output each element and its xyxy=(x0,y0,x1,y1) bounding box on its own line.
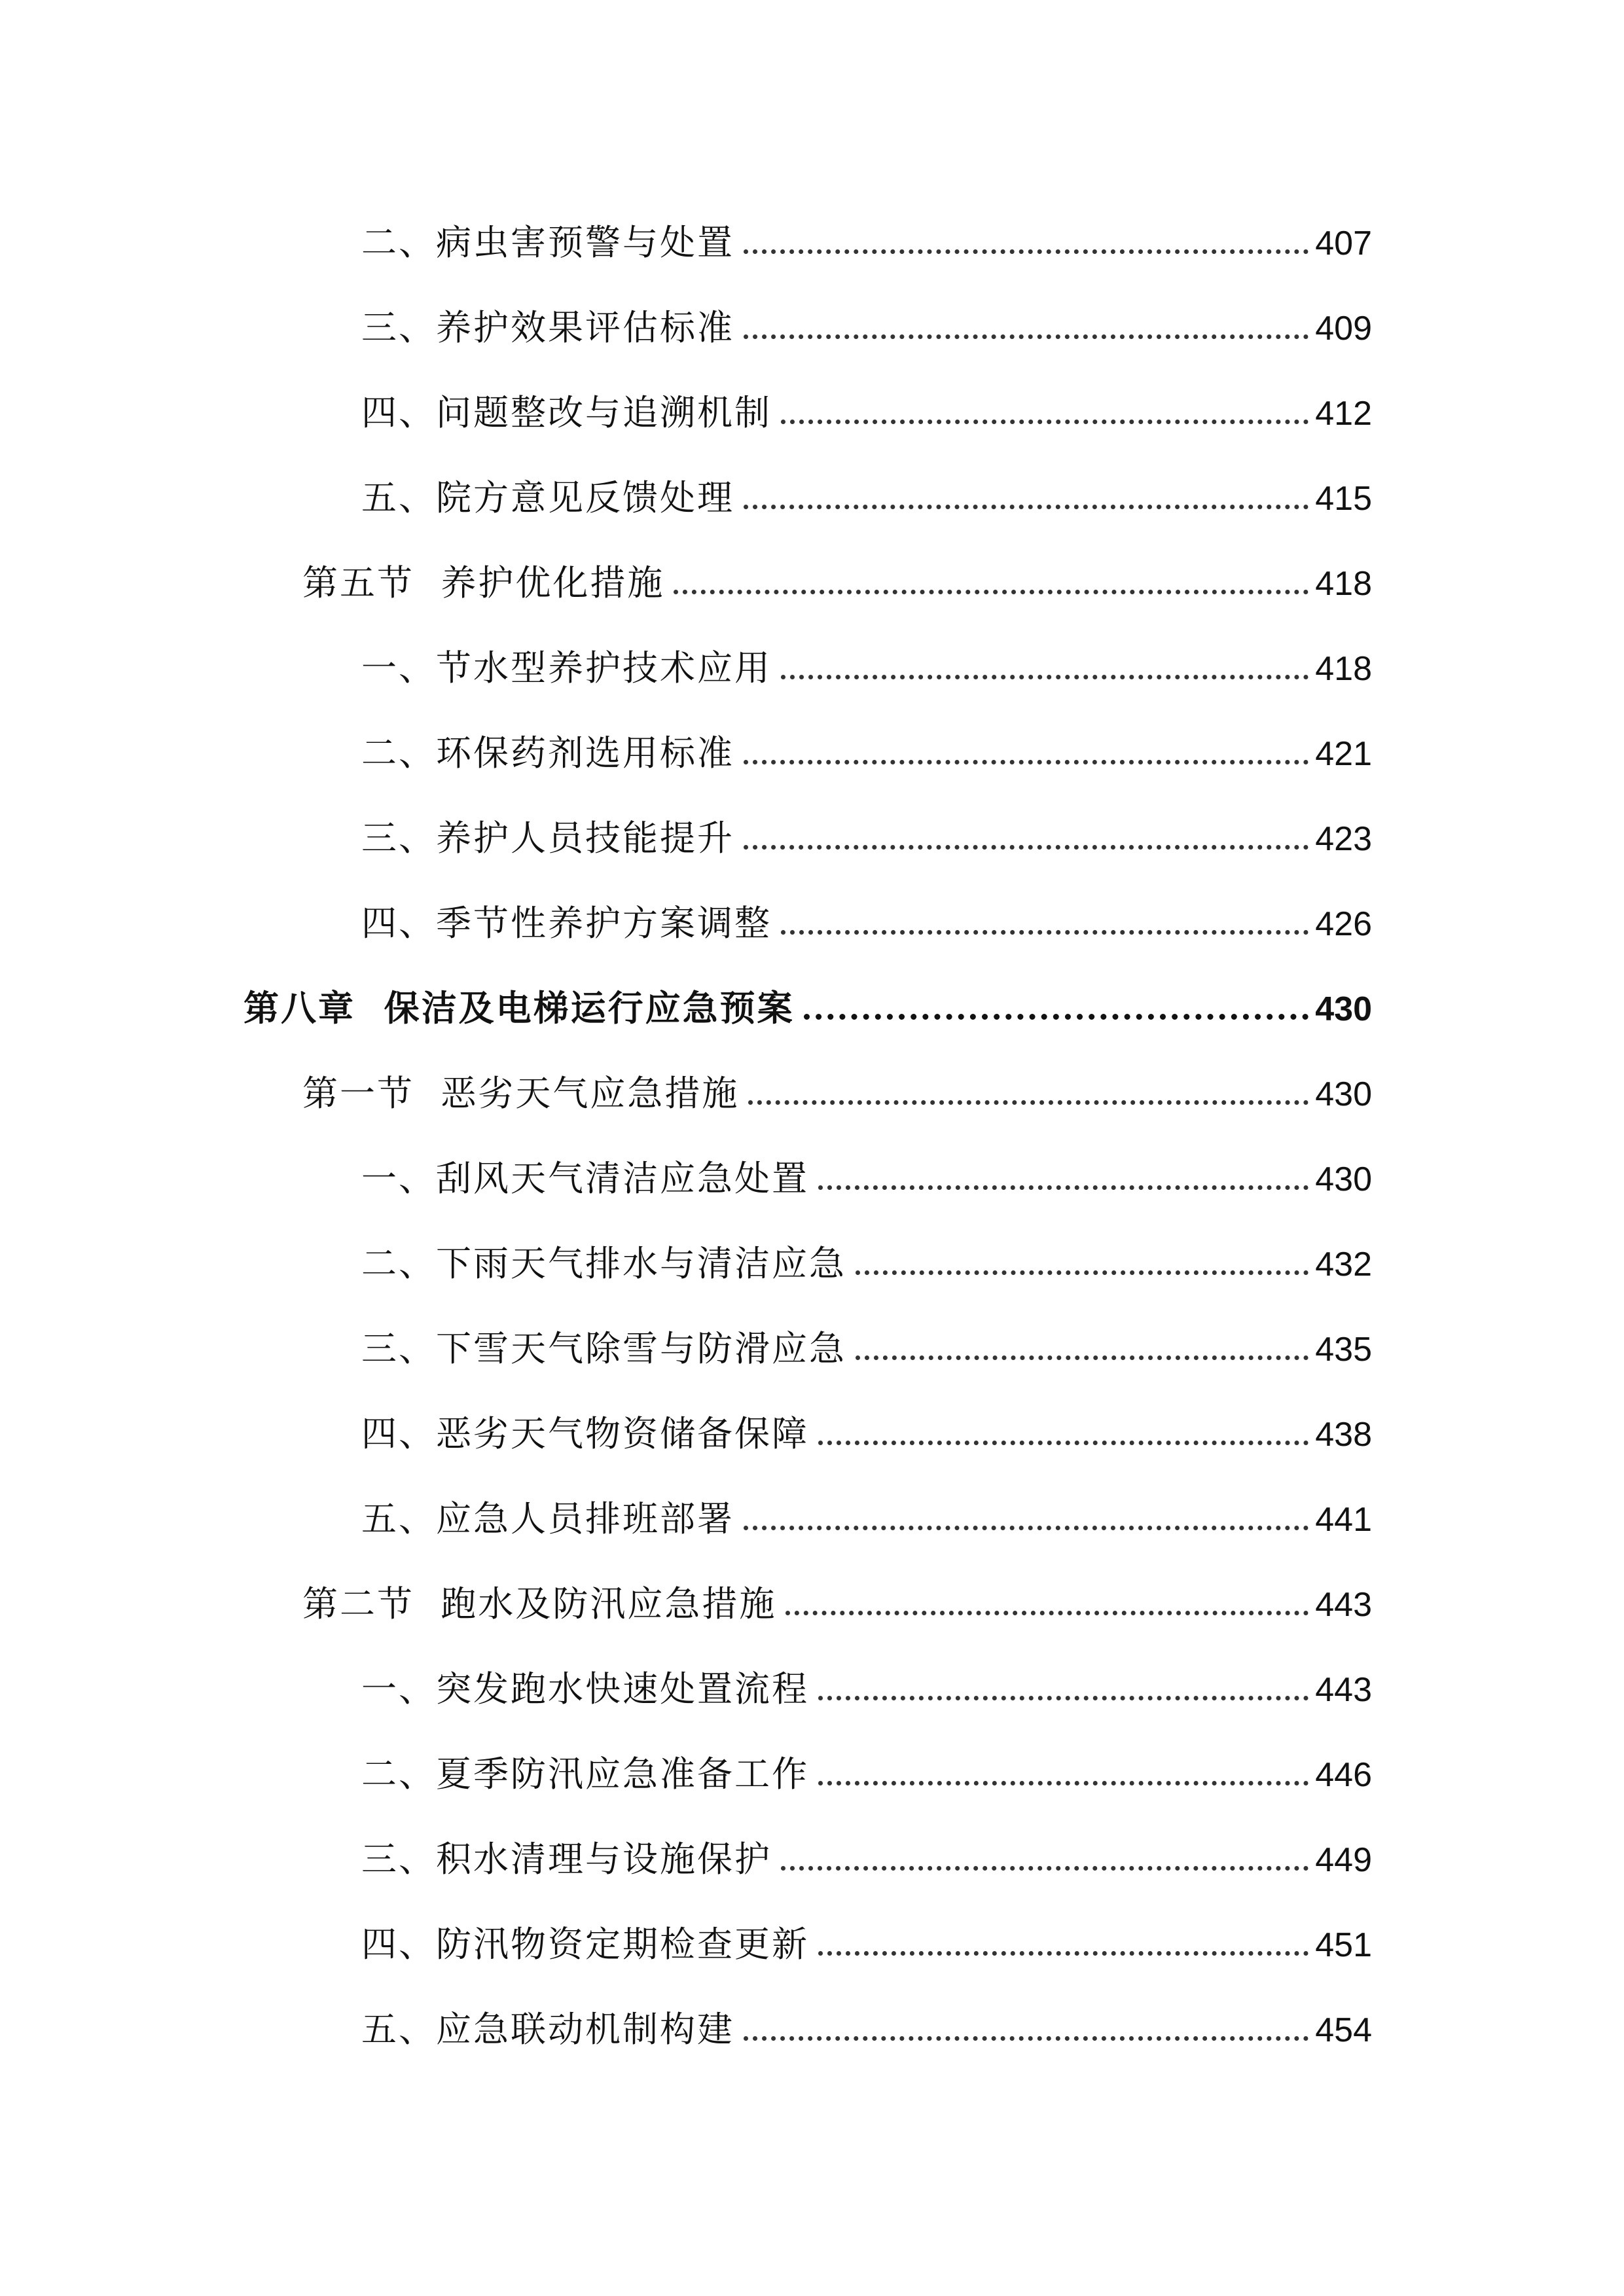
toc-chapter-entry[interactable] xyxy=(244,974,1372,1029)
toc-entry-title: 三、养护人员技能提升 xyxy=(361,817,734,859)
toc-entry[interactable] xyxy=(361,1399,1372,1452)
toc-entry-page: 446 xyxy=(1315,1756,1372,1794)
toc-entry-title: 三、养护效果评估标准 xyxy=(361,307,734,348)
toc-entry-title: 一、突发跑水快速处置流程 xyxy=(361,1668,809,1710)
toc-entry-page: 432 xyxy=(1315,1246,1372,1283)
toc-dot-leader xyxy=(744,760,1308,764)
toc-entry-page: 426 xyxy=(1315,905,1372,943)
toc-entry[interactable] xyxy=(361,463,1372,516)
toc-entry-title: 四、季节性养护方案调整 xyxy=(361,903,772,944)
toc-entry[interactable] xyxy=(361,719,1372,774)
toc-entry-title: 五、应急联动机制构建 xyxy=(361,2009,734,2050)
toc-dot-leader xyxy=(744,2036,1308,2041)
toc-entry-title: 一、节水型养护技术应用 xyxy=(361,647,772,689)
toc-dot-leader xyxy=(818,1951,1308,1956)
toc-entry-page: 421 xyxy=(1315,735,1372,773)
toc-entry-page: 407 xyxy=(1315,224,1372,262)
toc-dot-leader xyxy=(744,249,1308,254)
toc-dot-leader xyxy=(818,1185,1308,1190)
toc-dot-leader xyxy=(744,334,1308,339)
toc-dot-leader xyxy=(744,845,1308,850)
toc-entry[interactable] xyxy=(361,1229,1372,1282)
toc-entry[interactable] xyxy=(361,1995,1372,2050)
toc-dot-leader xyxy=(804,1014,1309,1020)
toc-dot-leader xyxy=(781,930,1308,935)
toc-entry-title: 一、刮风天气清洁应急处置 xyxy=(361,1158,809,1199)
toc-entry-title: 二、下雨天气排水与清洁应急 xyxy=(361,1243,846,1284)
toc-entry[interactable] xyxy=(361,378,1372,431)
toc-entry-page: 430 xyxy=(1315,1160,1372,1198)
toc-dot-leader xyxy=(818,1441,1308,1445)
toc-entry-page: 443 xyxy=(1315,1671,1372,1709)
toc-entry-title: 三、积水清理与设施保护 xyxy=(361,1839,772,1880)
toc-entry-page: 430 xyxy=(1315,990,1372,1028)
toc-entry[interactable] xyxy=(361,1655,1372,1710)
toc-entry-title: 四、问题整改与追溯机制 xyxy=(361,392,772,433)
toc-dot-leader xyxy=(748,1100,1308,1105)
toc-entry-page: 412 xyxy=(1315,395,1372,433)
toc-dot-leader xyxy=(744,1526,1308,1530)
toc-entry[interactable] xyxy=(361,889,1372,944)
toc-entry-title: 第二节 跑水及防汛应急措施 xyxy=(302,1583,777,1624)
toc-entry-title: 第一节 恶劣天气应急措施 xyxy=(302,1073,740,1114)
toc-section-entry[interactable] xyxy=(302,1570,1372,1622)
toc-entry[interactable] xyxy=(361,1144,1372,1199)
toc-entry-title: 五、应急人员排班部署 xyxy=(361,1498,734,1539)
toc-dot-leader xyxy=(781,675,1308,679)
toc-entry-page: 423 xyxy=(1315,820,1372,858)
toc-entry-page: 418 xyxy=(1315,650,1372,688)
toc-entry-title: 四、防汛物资定期检查更新 xyxy=(361,1924,809,1965)
toc-dot-leader xyxy=(856,1355,1308,1360)
toc-dot-leader xyxy=(818,1781,1308,1785)
toc-entry-page: 438 xyxy=(1315,1416,1372,1454)
toc-entry-title: 二、环保药剂选用标准 xyxy=(361,732,734,774)
toc-entry-title: 二、夏季防汛应急准备工作 xyxy=(361,1753,809,1795)
toc-dot-leader xyxy=(781,420,1308,424)
toc-section-entry[interactable] xyxy=(302,1059,1372,1114)
toc-entry-page: 443 xyxy=(1315,1586,1372,1624)
toc-entry[interactable] xyxy=(361,1825,1372,1880)
toc-entry-page: 441 xyxy=(1315,1501,1372,1539)
toc-dot-leader xyxy=(856,1270,1308,1275)
toc-entry-page: 449 xyxy=(1315,1841,1372,1879)
toc-dot-leader xyxy=(781,1866,1308,1871)
toc-entry[interactable] xyxy=(361,293,1372,346)
toc-entry-page: 418 xyxy=(1315,565,1372,603)
toc-dot-leader xyxy=(744,505,1308,509)
toc-entry[interactable] xyxy=(361,208,1372,263)
toc-entry-title: 四、恶劣天气物资储备保障 xyxy=(361,1413,809,1454)
toc-entry[interactable] xyxy=(361,1484,1372,1537)
toc-dot-leader xyxy=(785,1611,1308,1615)
toc-entry-title: 第八章 保洁及电梯运行应急预案 xyxy=(244,988,795,1029)
toc-entry[interactable] xyxy=(361,1910,1372,1965)
toc-entry-title: 三、下雪天气除雪与防滑应急 xyxy=(361,1328,846,1369)
toc-entry[interactable] xyxy=(361,804,1372,859)
toc-entry-title: 第五节 养护优化措施 xyxy=(302,562,665,603)
toc-entry-page: 430 xyxy=(1315,1075,1372,1113)
toc-entry-page: 409 xyxy=(1315,310,1372,348)
toc-entry-title: 二、病虫害预警与处置 xyxy=(361,222,734,263)
toc-entry[interactable] xyxy=(361,1314,1372,1367)
toc-entry-page: 451 xyxy=(1315,1926,1372,1964)
toc-entry-page: 415 xyxy=(1315,480,1372,518)
toc-dot-leader xyxy=(674,590,1308,594)
toc-dot-leader xyxy=(818,1696,1308,1700)
toc-entry[interactable] xyxy=(361,1740,1372,1795)
toc-entry-page: 454 xyxy=(1315,2011,1372,2049)
toc-section-entry[interactable] xyxy=(302,548,1372,601)
toc-entry[interactable] xyxy=(361,634,1372,689)
toc-entry-title: 五、院方意见反馈处理 xyxy=(361,477,734,518)
toc-entry-page: 435 xyxy=(1315,1331,1372,1369)
